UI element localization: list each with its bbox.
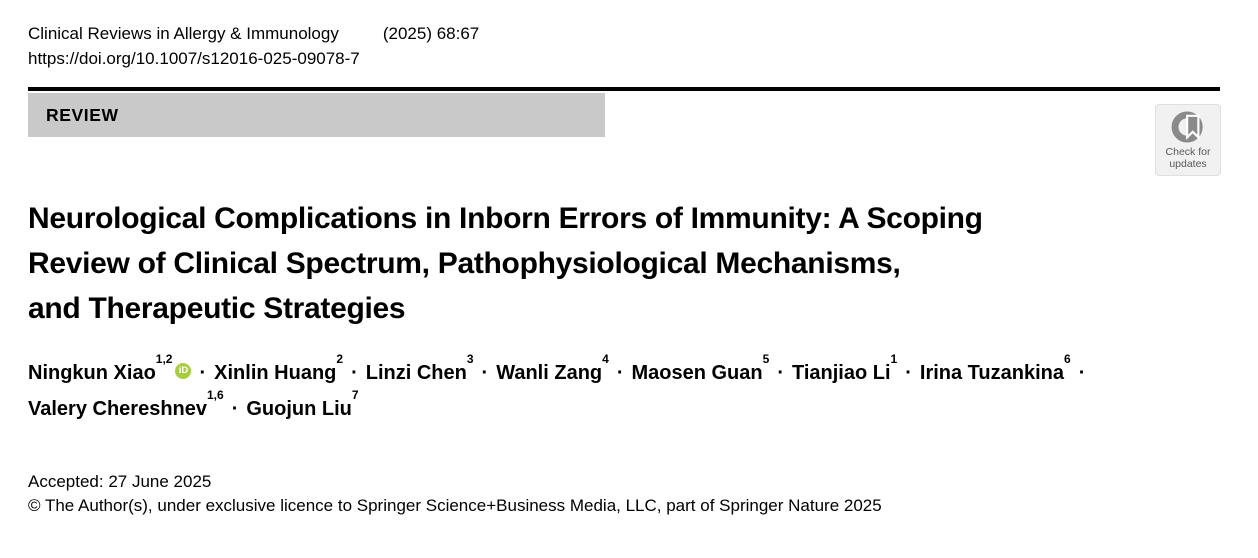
author-separator: · [905, 362, 912, 384]
article-type-label: REVIEW [46, 104, 119, 125]
author-separator: · [1078, 362, 1086, 384]
author-list [28, 352, 1093, 427]
author-name: Linzi Chen [365, 362, 467, 384]
article-title [28, 196, 983, 331]
author-separator: · [616, 362, 624, 384]
check-for-updates-badge[interactable] [1155, 104, 1221, 176]
author-affiliation-superscript: 2 [336, 352, 344, 367]
check-for-updates-label-line2: updates [1169, 158, 1207, 170]
article-title-line-1: Neurological Complications in Inborn Errors of Immunity: A Scoping [28, 202, 983, 235]
author-separator: · [231, 398, 239, 420]
copyright-line: © The Author(s), under exclusive licence to Springer Science+Business Media, LLC, part of Springer Nature 2025 [28, 496, 882, 515]
orcid-icon[interactable]: iD [175, 363, 191, 379]
author-name: Xinlin Huang [214, 362, 337, 384]
header-divider-rule [28, 87, 1220, 91]
author-name: Valery Chereshnev [28, 398, 207, 420]
author-affiliation-superscript: 1,6 [207, 388, 224, 403]
author-name: Maosen Guan [631, 362, 763, 384]
check-for-updates-label-line1: Check for [1165, 146, 1211, 158]
author-affiliation-superscript: 7 [351, 388, 359, 403]
author-name: Ningkun Xiao [28, 362, 156, 384]
author-name: Wanli Zang [496, 362, 603, 384]
authors-line [28, 352, 1093, 391]
journal-header-line [28, 23, 479, 45]
crossmark-icon [1156, 108, 1220, 146]
author-name: Irina Tuzankina [919, 362, 1064, 384]
doi-link[interactable]: https://doi.org/10.1007/s12016-025-09078-7 [28, 49, 360, 68]
article-title-line-2: Review of Clinical Spectrum, Pathophysiological Mechanisms, [28, 247, 901, 280]
author-affiliation-superscript: 3 [466, 352, 474, 367]
article-type-bar [28, 93, 605, 137]
article-meta [28, 470, 882, 518]
author-name: Guojun Liu [246, 398, 352, 420]
journal-volume-citation: (2025) 68:67 [382, 24, 480, 43]
author-separator: · [481, 362, 489, 384]
author-affiliation-superscript: 1,2 [155, 352, 173, 367]
author-affiliation-superscript: 5 [762, 352, 770, 367]
author-separator: · [351, 362, 358, 384]
author-separator: · [199, 362, 207, 384]
author-affiliation-superscript: 1 [890, 352, 898, 367]
author-affiliation-superscript: 6 [1064, 352, 1071, 367]
author-separator: · [777, 362, 784, 384]
author-affiliation-superscript: 4 [602, 352, 609, 367]
authors-line [28, 388, 1093, 427]
journal-name: Clinical Reviews in Allergy & Immunology [28, 24, 339, 43]
author-name: Tianjiao Li [791, 362, 891, 384]
accepted-date: Accepted: 27 June 2025 [28, 472, 212, 491]
article-title-line-3: and Therapeutic Strategies [28, 292, 406, 325]
